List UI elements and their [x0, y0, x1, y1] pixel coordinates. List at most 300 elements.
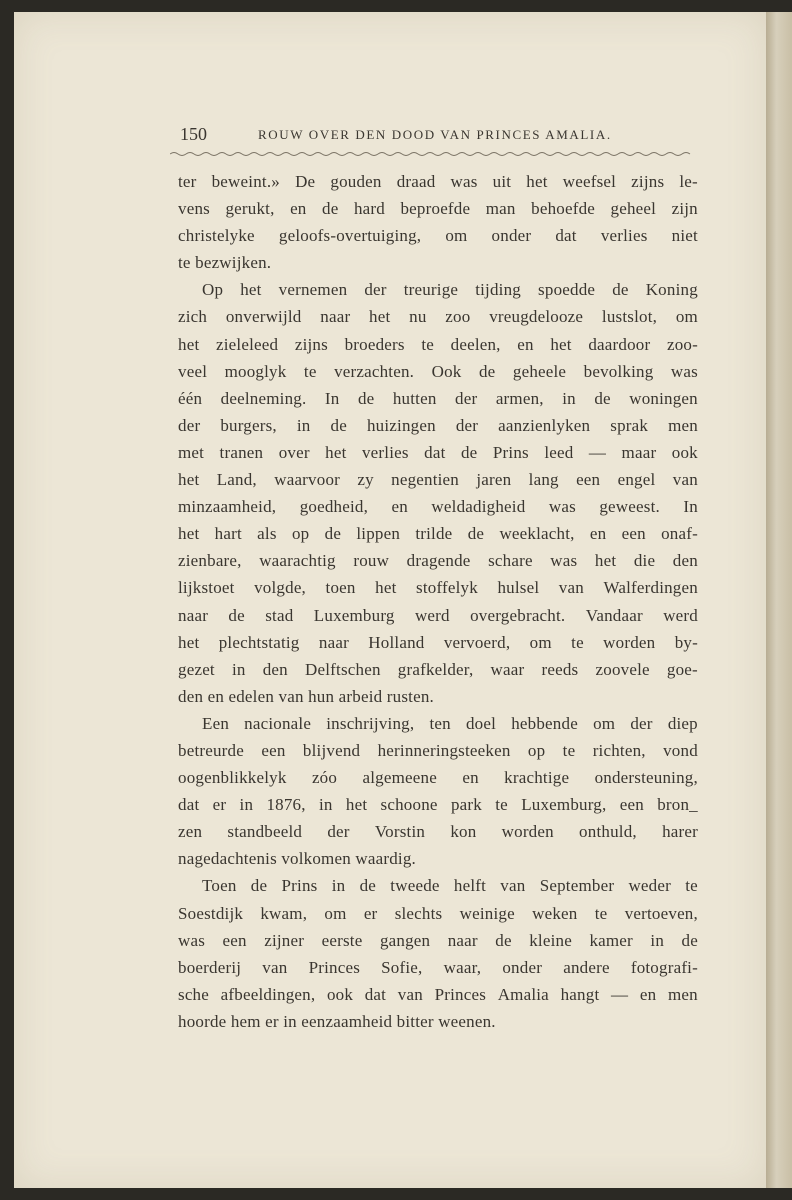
text-line: [178, 331, 698, 358]
word: dat: [555, 226, 577, 246]
word: onder: [491, 226, 532, 246]
word: de: [467, 524, 485, 544]
word: volgde,: [254, 578, 307, 598]
word: nu: [409, 307, 427, 327]
word: vreugdelooze: [489, 307, 584, 327]
word: naar: [318, 632, 349, 652]
page-edge: [766, 12, 792, 1188]
text-line: [178, 818, 698, 845]
word: Prins: [281, 876, 318, 896]
word: der: [630, 713, 653, 733]
text-line: [178, 358, 698, 385]
header-rule-line: [170, 153, 690, 156]
text-line: [178, 710, 698, 737]
word: zoo-: [666, 334, 698, 354]
word: grafkelder,: [397, 659, 474, 679]
word: ook: [326, 984, 354, 1004]
word: beproefde: [400, 199, 471, 219]
word: de: [324, 524, 342, 544]
text-line: te bezwijken.: [178, 253, 272, 273]
word: over: [278, 442, 310, 462]
word: het: [325, 442, 347, 462]
word: mooglyk: [224, 361, 287, 381]
word: naar: [447, 930, 478, 950]
word: hutten: [392, 388, 437, 408]
text-line: [178, 872, 698, 899]
word: afbeeldingen,: [220, 984, 316, 1004]
word: slechts: [394, 903, 443, 923]
word: September: [539, 876, 615, 896]
word: naar: [178, 605, 209, 625]
word: man: [485, 199, 516, 219]
word: In: [683, 497, 698, 517]
text-line: [178, 412, 698, 439]
word: onder: [502, 957, 543, 977]
word: tweede: [390, 876, 440, 896]
word: stoffelyk: [416, 578, 478, 598]
text-line: [178, 574, 698, 601]
word: Vandaar: [585, 605, 643, 625]
word: worden: [603, 632, 656, 652]
word: uit: [492, 172, 512, 191]
word: ter: [178, 172, 197, 191]
word: by-: [674, 632, 698, 652]
word: van: [262, 957, 288, 977]
word: goedheid,: [299, 497, 369, 517]
word: de: [228, 605, 245, 625]
word: Amalia: [497, 984, 549, 1004]
word: der: [364, 280, 387, 300]
text-line: hoorde hem er in eenzaamheid bitter weenen.: [178, 1011, 496, 1031]
word: onaf-: [661, 524, 698, 544]
word: om: [675, 307, 698, 327]
word: behoefde: [531, 199, 596, 219]
paragraph: [178, 168, 698, 276]
word: schoone: [380, 795, 438, 815]
word: van: [672, 470, 698, 490]
word: een: [619, 795, 644, 815]
word: reeds: [541, 659, 579, 679]
word: men: [668, 984, 698, 1004]
word: te: [571, 632, 584, 652]
word: het: [178, 524, 200, 544]
text-line: [178, 981, 698, 1008]
word: hulsel: [497, 578, 540, 598]
word: ten: [429, 713, 451, 733]
text-line: [178, 927, 698, 954]
word: trilde: [415, 524, 453, 544]
paragraph: [178, 276, 698, 710]
word: het: [178, 334, 200, 354]
word: zóo: [311, 768, 338, 788]
word: christelyke: [178, 226, 255, 246]
word: overgebracht.: [470, 605, 566, 625]
word: 1876,: [266, 795, 306, 815]
word: weeklacht,: [499, 524, 575, 544]
text-line: den en edelen van hun arbeid rusten.: [178, 686, 434, 706]
word: en: [462, 768, 479, 788]
word: tranen: [219, 442, 264, 462]
word: waar,: [443, 957, 482, 977]
text-line: [178, 195, 698, 222]
word: het: [178, 470, 200, 490]
word: ook: [671, 442, 698, 462]
word: Vorstin: [374, 822, 426, 842]
word: harer: [662, 822, 698, 842]
word: het: [526, 172, 548, 191]
word: maar: [621, 442, 657, 462]
word: In: [324, 388, 340, 408]
word: op: [527, 740, 546, 760]
word: de: [612, 280, 629, 300]
word: park: [450, 795, 482, 815]
word: op: [291, 524, 310, 544]
word: om: [324, 903, 347, 923]
word: geweest.: [599, 497, 660, 517]
word: aanzienlyken: [498, 415, 591, 435]
word: was: [550, 551, 578, 571]
word: bron_: [657, 795, 698, 815]
word: der: [455, 388, 478, 408]
word: hebbende: [511, 713, 578, 733]
word: kwam,: [260, 903, 308, 923]
paragraph: [178, 872, 698, 1035]
word: kamer: [589, 930, 633, 950]
word: veel: [178, 361, 208, 381]
word: de: [478, 361, 496, 381]
text-line: nagedachtenis volkomen waardig.: [178, 849, 416, 869]
word: huizingen: [366, 415, 436, 435]
word: lustslot,: [601, 307, 658, 327]
word: te: [495, 795, 508, 815]
word: algemeene: [362, 768, 437, 788]
word: Princes: [308, 957, 361, 977]
word: zijns: [631, 172, 665, 191]
text-line: [178, 954, 698, 981]
word: zoovele: [595, 659, 650, 679]
word: doel: [465, 713, 497, 733]
word: was: [450, 172, 478, 191]
word: herinneringsteeken: [377, 740, 511, 760]
word: er: [363, 903, 378, 923]
word: boerderij: [178, 957, 242, 977]
word: in: [239, 795, 254, 815]
text-line: [178, 656, 698, 683]
word: het: [369, 307, 391, 327]
word: treurige: [403, 280, 459, 300]
word: onverwijld: [225, 307, 302, 327]
word: en: [391, 497, 408, 517]
word: was: [670, 361, 698, 381]
word: inschrijving,: [326, 713, 415, 733]
word: Soestdijk: [178, 903, 244, 923]
word: vernemen: [278, 280, 348, 300]
text-line: [178, 385, 698, 412]
word: spoedde: [538, 280, 596, 300]
word: zijns: [294, 334, 328, 354]
word: een: [261, 740, 286, 760]
word: om: [593, 713, 616, 733]
word: gouden: [330, 172, 382, 191]
word: geheel: [610, 199, 657, 219]
word: kon: [450, 822, 477, 842]
word: lippen: [356, 524, 401, 544]
word: in: [296, 415, 311, 435]
paragraph: [178, 710, 698, 873]
word: der: [455, 415, 479, 435]
word: zijner: [264, 930, 305, 950]
text-line: [178, 737, 698, 764]
word: te: [303, 361, 317, 381]
word: deelen,: [450, 334, 501, 354]
word: zen: [178, 822, 203, 842]
word: Sofie,: [381, 957, 423, 977]
word: zieleleed: [216, 334, 279, 354]
word: broeders: [344, 334, 405, 354]
word: negentien: [391, 470, 460, 490]
header-rule: [170, 150, 694, 158]
word: krachtige: [504, 768, 570, 788]
text-line: [178, 547, 698, 574]
word: te: [685, 876, 698, 896]
text-line: [178, 520, 698, 547]
word: sprak: [610, 415, 649, 435]
text-line: [178, 439, 698, 466]
word: en: [589, 524, 607, 544]
word: lang: [528, 470, 559, 490]
word: verlies: [600, 226, 648, 246]
word: rouw: [353, 551, 390, 571]
word: die: [633, 551, 656, 571]
running-head: [168, 124, 696, 148]
word: Toen: [202, 876, 237, 896]
word: Ook: [431, 361, 462, 381]
word: plechtstatig: [218, 632, 300, 652]
word: in: [318, 795, 333, 815]
word: der: [327, 822, 350, 842]
word: onthuld,: [579, 822, 637, 842]
word: Op: [202, 280, 224, 300]
word: van: [558, 578, 584, 598]
word: de: [330, 415, 347, 435]
word: woningen: [629, 388, 698, 408]
word: vervoerd,: [443, 632, 511, 652]
word: vens: [178, 199, 210, 219]
word: betreurde: [178, 740, 244, 760]
word: werd: [663, 605, 698, 625]
word: le-: [679, 172, 698, 191]
word: standbeeld: [227, 822, 303, 842]
word: te: [421, 334, 434, 354]
word: Walferdingen: [603, 578, 698, 598]
word: burgers,: [220, 415, 277, 435]
word: Luxemburg,: [521, 795, 607, 815]
word: blijvend: [302, 740, 361, 760]
word: was: [178, 930, 206, 950]
word: werd: [414, 605, 450, 625]
word: een: [576, 470, 601, 490]
word: der: [178, 415, 201, 435]
word: andere: [563, 957, 610, 977]
word: toen: [325, 578, 356, 598]
word: leed: [544, 442, 574, 462]
word: lijkstoet: [178, 578, 235, 598]
word: ondersteuning,: [594, 768, 698, 788]
word: en: [517, 334, 534, 354]
word: den: [262, 659, 288, 679]
word: hart: [214, 524, 242, 544]
word: Delftschen: [305, 659, 381, 679]
word: weinige: [459, 903, 515, 923]
text-line: [178, 222, 698, 249]
word: in: [331, 876, 346, 896]
word: tijding: [475, 280, 521, 300]
word: dat: [178, 795, 200, 815]
word: zy: [357, 470, 374, 490]
word: hangt: [560, 984, 600, 1004]
running-title: ROUW OVER DEN DOOD VAN PRINCES AMALIA.: [258, 127, 612, 142]
word: het: [345, 795, 368, 815]
word: Een: [202, 713, 230, 733]
word: als: [257, 524, 277, 544]
word: bevolking: [583, 361, 654, 381]
word: de: [250, 876, 268, 896]
word: met: [178, 442, 205, 462]
word: het: [375, 578, 397, 598]
text-line: [178, 493, 698, 520]
word: armen,: [495, 388, 544, 408]
word: eerste: [321, 930, 363, 950]
word: niet: [671, 226, 698, 246]
word: te: [562, 740, 576, 760]
word: de: [594, 388, 611, 408]
word: Land,: [216, 470, 257, 490]
word: goe-: [666, 659, 698, 679]
text-line: [178, 791, 698, 818]
word: het: [594, 551, 617, 571]
word: weldadigheid: [431, 497, 526, 517]
word: te: [594, 903, 608, 923]
word: waar: [490, 659, 525, 679]
word: een: [621, 524, 646, 544]
word: zich: [178, 307, 208, 327]
word: richten,: [592, 740, 646, 760]
text-line: [178, 764, 698, 791]
word: verlies: [361, 442, 409, 462]
word: weken: [532, 903, 578, 923]
word: Princes: [434, 984, 487, 1004]
word: zienbare,: [178, 551, 242, 571]
word: waarvoor: [274, 470, 341, 490]
word: schare: [488, 551, 533, 571]
word: zoo: [445, 307, 471, 327]
word: vond: [663, 740, 698, 760]
word: daardoor: [588, 334, 651, 354]
word: het: [550, 334, 572, 354]
word: de: [460, 442, 478, 462]
word: in: [562, 388, 576, 408]
word: het: [178, 632, 200, 652]
word: het: [240, 280, 262, 300]
word: hard: [353, 199, 385, 219]
word: was: [548, 497, 576, 517]
word: zijn: [671, 199, 698, 219]
word: —: [611, 984, 629, 1004]
page-number: 150: [180, 124, 207, 144]
text-line: [178, 602, 698, 629]
word: en: [290, 199, 307, 219]
word: waarachtig: [259, 551, 336, 571]
text-line: [178, 168, 698, 195]
text-line: [178, 900, 698, 927]
word: Prins: [492, 442, 529, 462]
word: Luxemburg: [313, 605, 395, 625]
word: de: [359, 876, 377, 896]
word: fotografi-: [630, 957, 698, 977]
word: kleine: [529, 930, 572, 950]
word: jaren: [476, 470, 512, 490]
word: gezet: [178, 659, 215, 679]
text-line: [178, 276, 698, 303]
word: de: [681, 930, 698, 950]
word: Holland: [368, 632, 425, 652]
word: dat: [424, 442, 446, 462]
word: stad: [265, 605, 294, 625]
word: in: [231, 659, 246, 679]
text-line: [178, 303, 698, 330]
word: sche: [178, 984, 210, 1004]
word: vertoeven,: [624, 903, 698, 923]
word: nacionale: [244, 713, 312, 733]
word: geloofs-overtuiging,: [278, 226, 422, 246]
word: deelneming.: [220, 388, 307, 408]
word: om: [445, 226, 468, 246]
text-line: [178, 629, 698, 656]
word: van: [500, 876, 526, 896]
word: naar: [320, 307, 351, 327]
word: in: [650, 930, 665, 950]
word: Koning: [645, 280, 698, 300]
word: de: [357, 388, 375, 408]
word: en: [639, 984, 657, 1004]
word: dragende: [406, 551, 471, 571]
word: verzachten.: [334, 361, 415, 381]
word: er: [212, 795, 227, 815]
word: worden: [501, 822, 554, 842]
word: diep: [667, 713, 698, 733]
word: dat: [364, 984, 387, 1004]
word: —: [588, 442, 607, 462]
word: van: [397, 984, 423, 1004]
word: weder: [628, 876, 671, 896]
word: een: [222, 930, 247, 950]
word: de: [495, 930, 512, 950]
word: den: [672, 551, 698, 571]
word: één: [178, 388, 203, 408]
word: de: [322, 199, 339, 219]
word: om: [529, 632, 552, 652]
text-line: [178, 466, 698, 493]
word: De: [295, 172, 316, 191]
word: gerukt,: [225, 199, 275, 219]
word: draad: [396, 172, 436, 191]
word: engel: [617, 470, 656, 490]
word: weefsel: [562, 172, 617, 191]
word: gangen: [379, 930, 431, 950]
word: oogenblikkelyk: [178, 768, 287, 788]
word: beweint.»: [211, 172, 280, 191]
body-text: [178, 168, 698, 1035]
